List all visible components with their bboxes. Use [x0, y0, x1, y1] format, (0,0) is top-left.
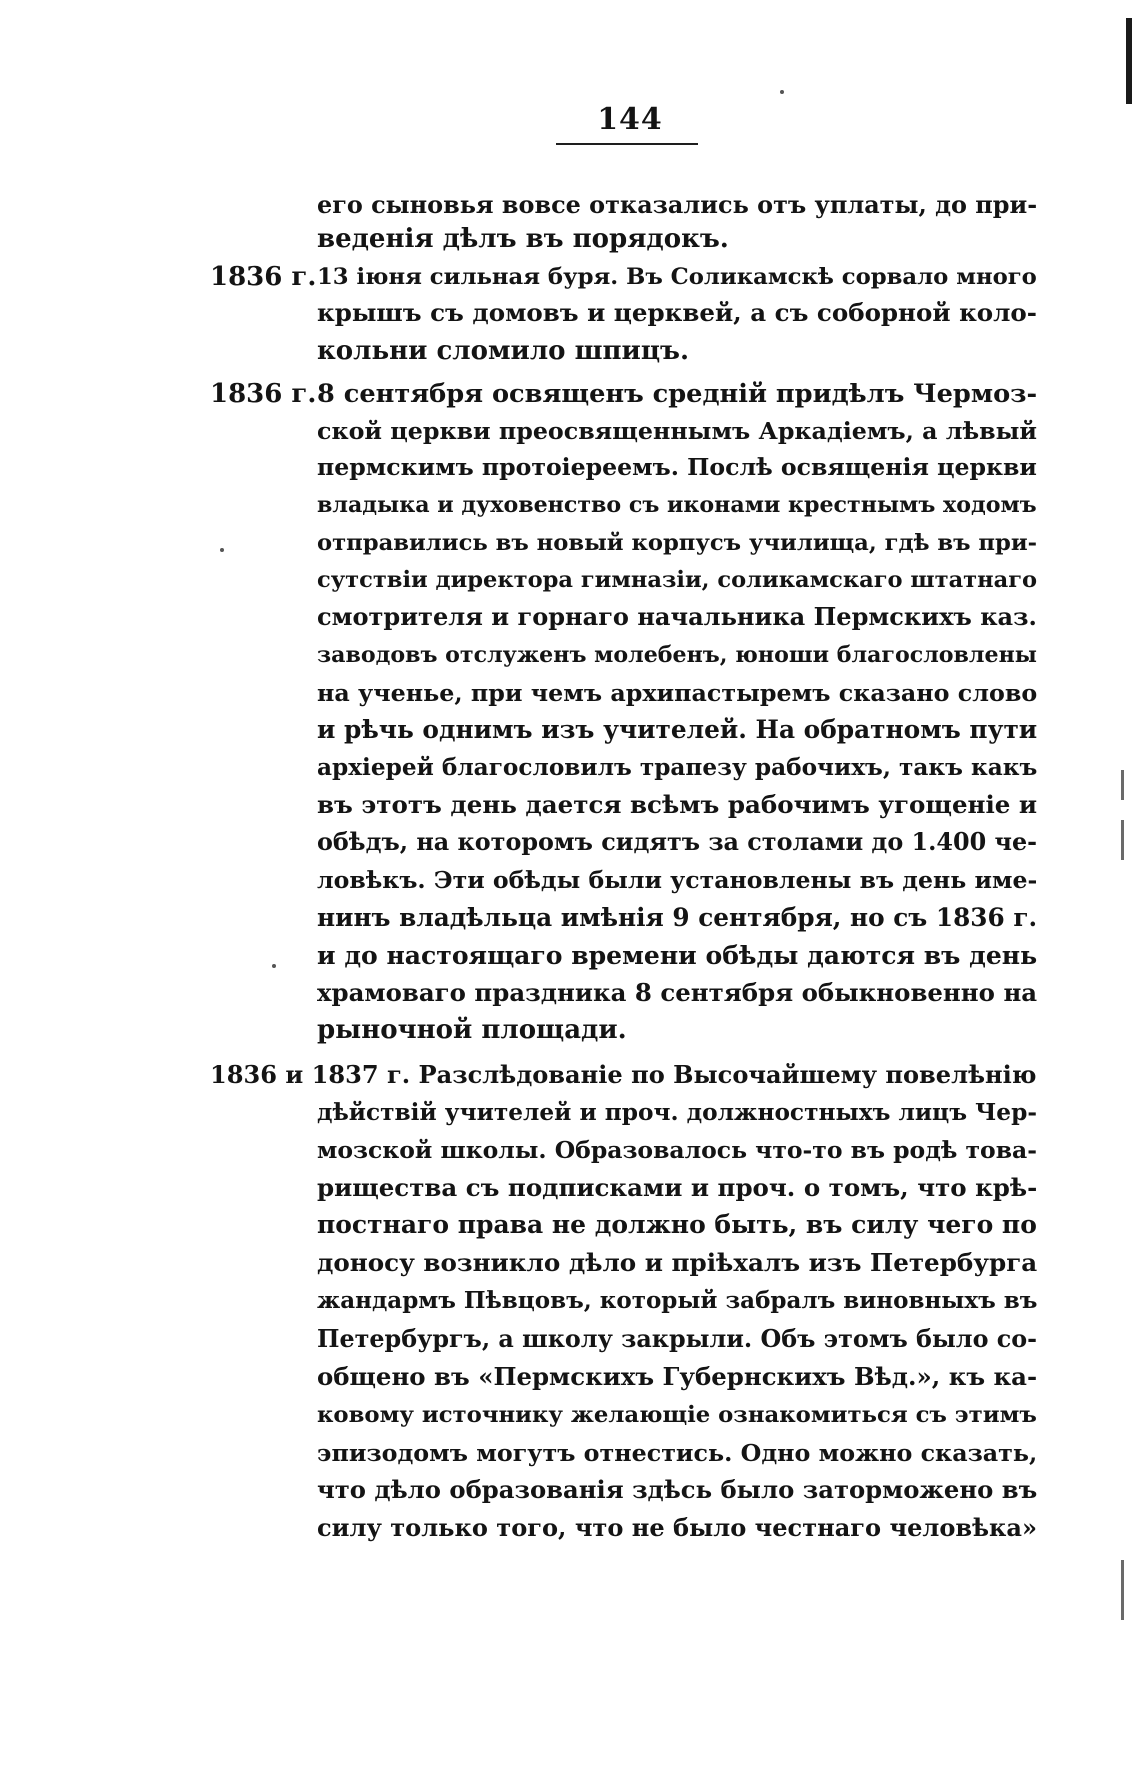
text-line: постнаго права не должно быть, въ силу чего по: [317, 1210, 1037, 1239]
text-line: пермскимъ протоіереемъ. Послѣ освященія церкви: [317, 453, 1037, 481]
text-line: его сыновья вовсе отказались отъ уплаты, до при-: [317, 191, 1038, 219]
text-line: рыночной площади.: [317, 1015, 627, 1045]
text-line: и рѣчь однимъ изъ учителей. На обратномъ пути: [317, 715, 1038, 744]
entry-year: 1836 г.: [210, 262, 317, 292]
text-line: 13 іюня сильная буря. Въ Соликамскѣ сорвало много: [317, 264, 1037, 290]
text-line: силу только того, что не было честнаго человѣка»: [317, 1513, 1038, 1542]
text-line: обѣдъ, на которомъ сидятъ за столами до 1.400 че-: [317, 828, 1038, 856]
text-line: крышъ съ домовъ и церквей, а съ соборной коло-: [317, 298, 1037, 327]
text-line: 8 сентября освященъ средній придѣлъ Чермоз-: [317, 379, 1038, 409]
text-line: владыка и духовенство съ иконами крестнымъ ходомъ: [317, 492, 1037, 518]
text-line: что дѣло образованія здѣсь было заторможено въ: [317, 1475, 1038, 1504]
text-line: дѣйствій учителей и проч. должностныхъ лицъ Чер-: [317, 1099, 1037, 1126]
text-line: Петербургъ, а школу закрыли. Объ этомъ было со-: [317, 1325, 1038, 1353]
text-line: отправились въ новый корпусъ училища, гдѣ въ при-: [317, 530, 1038, 556]
text-line: жандармъ Пѣвцовъ, который забралъ виновныхъ въ: [317, 1287, 1038, 1314]
text-line: 1836 и 1837 г. Разслѣдованіе по Высочайшему повелѣнію: [210, 1060, 1037, 1089]
edge-tick: [1121, 820, 1124, 860]
text-line: и до настоящаго времени обѣды даются въ день: [317, 940, 1038, 970]
right-edge-mark: [1126, 18, 1132, 104]
dot: [272, 964, 276, 968]
text-line: храмоваго праздника 8 сентября обыкновенно на: [317, 978, 1038, 1007]
dot: [780, 90, 784, 94]
text-line: архіерей благословилъ трапезу рабочихъ, такъ какъ: [317, 754, 1038, 781]
header-rule: [556, 143, 698, 145]
text-line: на ученье, при чемъ архипастыремъ сказано слово: [317, 679, 1038, 707]
text-line: общено въ «Пермскихъ Губернскихъ Вѣд.», къ ка-: [317, 1362, 1038, 1391]
text-line: кольни сломило шпицъ.: [317, 336, 690, 366]
text-line: доносу возникло дѣло и пріѣхалъ изъ Петербурга: [317, 1248, 1038, 1277]
text-line: смотрителя и горнаго начальника Пермскихъ каз.: [317, 602, 1037, 631]
entry-year: 1836 г.: [210, 379, 317, 409]
text-line: веденія дѣлъ въ порядокъ.: [317, 224, 729, 254]
edge-tick: [1121, 770, 1124, 800]
edge-tick: [1121, 1560, 1124, 1620]
text-line: ской церкви преосвященнымъ Аркадіемъ, а лѣвый: [317, 417, 1038, 445]
page-number: 144: [597, 102, 663, 137]
text-line: рищества съ подписками и проч. о томъ, что крѣ-: [317, 1173, 1038, 1202]
text-line: эпизодомъ могутъ отнестись. Одно можно сказать,: [317, 1439, 1038, 1467]
text-line: ковому источнику желающіе ознакомиться съ этимъ: [317, 1402, 1037, 1428]
text-line: нинъ владѣльца имѣнія 9 сентября, но съ 1836 г.: [317, 903, 1038, 932]
text-line: ловѣкъ. Эти обѣды были установлены въ день име-: [317, 866, 1038, 894]
text-line: въ этотъ день дается всѣмъ рабочимъ угощеніе и: [317, 790, 1038, 819]
text-line: заводовъ отслуженъ молебенъ, юноши благословлены: [317, 642, 1037, 668]
dot: [220, 548, 224, 552]
text-line: мозской школы. Образовалось что-то въ родѣ това-: [317, 1136, 1037, 1164]
text-line: сутствіи директора гимназіи, соликамскаго штатнаго: [317, 567, 1038, 593]
